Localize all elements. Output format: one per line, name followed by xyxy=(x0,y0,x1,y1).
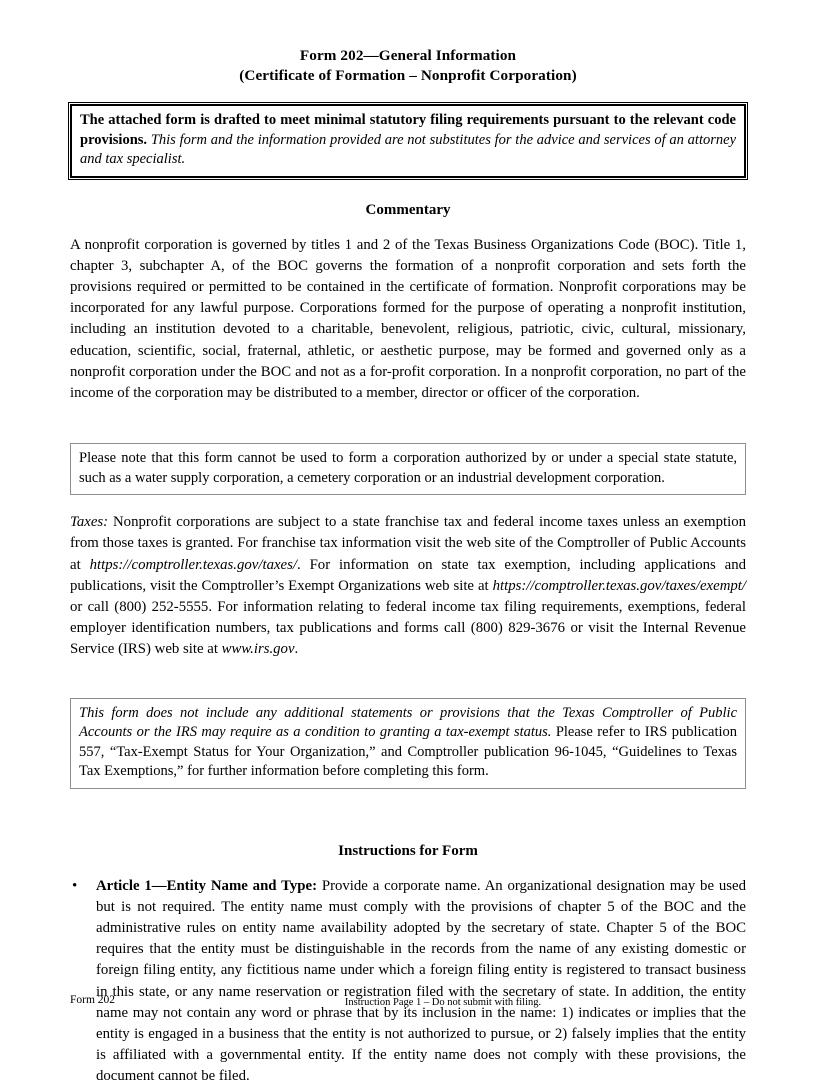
taxes-paragraph xyxy=(70,512,746,660)
instruction-item-label: Article 1—Entity Name and Type: xyxy=(96,877,317,894)
commentary-paragraph: A nonprofit corporation is governed by titles 1 and 2 of the Texas Business Organizations Code (BOC). Title 1, chapter 3, subchapter A, of the BOC governs the formation of a nonprofit corporation and sets forth the provisions required or permitted to be contained in the certificate of formation. Nonprofit corporations may be incorporated for any lawful purpose. Corporations formed for the purpose of operating a nonprofit institution, including an institution devoted to a charitable, benevolent, religious, patriotic, civic, cultural, missionary, education, scientific, social, fraternal, athletic, or aesthetic purpose, may be formed and governed only as a nonprofit corporation under the BOC and not as a for-profit corporation. In a nonprofit corporation, no part of the income of the corporation may be distributed to a member, director or officer of the corporation. xyxy=(70,236,746,401)
comptroller-exempt-url: https://comptroller.texas.gov/taxes/exempt/ xyxy=(492,577,746,594)
taxes-text-4: . xyxy=(294,641,299,658)
bullet-icon: • xyxy=(72,877,78,894)
footer-form-number: Form 202 xyxy=(70,994,116,1006)
callout-special-statute xyxy=(70,443,746,495)
page-footer xyxy=(70,994,746,1014)
taxes-text-2: . For information on state tax exemption, including applications and publications, visit the Comptroller’s Exempt Organizations web site at xyxy=(70,556,746,594)
instructions-heading: Instructions for Form xyxy=(338,842,478,859)
taxes-text-3: or call (800) 252-5555. For information relating to federal income tax filing requirements, exemptions, federal employer identification numbers, tax publications and forms call (800) 829-3676 or visit the Internal Revenue Service (IRS) web site at xyxy=(70,598,746,658)
callout-tax-exempt xyxy=(70,698,746,789)
spacer xyxy=(70,404,746,425)
comptroller-taxes-url: https://comptroller.texas.gov/taxes/ xyxy=(89,556,297,573)
spacer xyxy=(70,661,746,680)
callout-attached-form-italic: This form and the information provided are not substitutes for the advice and services of an attorney and tax specialist. xyxy=(80,131,737,167)
irs-url: www.irs.gov xyxy=(221,641,295,658)
instruction-item-text: Provide a corporate name. An organizational designation may be used but is not required. The entity name must comply with the provisions of chapter 5 of the BOC and the administrative rules on entity name availability adopted by the secretary of state. Chapter 5 of the BOC requires that the entity must be distinguishable in the records from the name of any existing domestic or foreign filing entity, any fictitious name under which a foreign filing entity is registered to transact business in this state, or any name reservation or registration filed with the secretary of state. In addition, the entity name may not contain any word or phrase that by its inclusion in the name: 1) indicates or implies that the entity is engaged in a business that the entity is not authorized to pursue, or 2) falsely implies that the entity is affiliated with a governmental entity. If the entity name does not comply with these provisions, the document cannot be filed. xyxy=(96,877,746,1085)
taxes-text-1: Nonprofit corporations are subject to a state franchise tax and federal income taxes unless an exemption from those taxes is granted. For franchise tax information visit the web site of the Comptroller of Public Accounts at xyxy=(70,514,746,573)
title-line-1: Form 202—General Information xyxy=(299,47,517,64)
document-page xyxy=(70,0,746,1085)
callout-tax-exempt-italic: This form does not include any additional statements or provisions that the Texas Comptroller of Public Accounts or the IRS may require as a condition to granting a tax-exempt status. xyxy=(79,704,737,741)
spacer xyxy=(70,495,746,512)
callout-tax-exempt-roman: Please refer to IRS publication 557, “Tax-Exempt Status for Your Organization,” and Comptroller publication 96-1045, “Guidelines to Texas Tax Exemptions,” for further information before completing this form. xyxy=(79,724,737,780)
callout-attached-form-bold: The attached form is drafted to meet minimal statutory filing requirements pursuant to the relevant code provisions. xyxy=(80,112,736,148)
page-title xyxy=(70,0,746,86)
callout-special-statute-text: Please note that this form cannot be used to form a corporation authorized by or under a special state statute, such as a water supply corporation, a cemetery corporation or an industrial development corporation. xyxy=(79,450,737,486)
callout-attached-form xyxy=(70,104,746,178)
commentary-heading: Commentary xyxy=(365,201,451,218)
title-line-2: (Certificate of Formation – Nonprofit Corporation) xyxy=(239,67,577,84)
footer-page-note: Instruction Page 1 – Do not submit with filing. xyxy=(344,997,542,1008)
taxes-label: Taxes: xyxy=(70,514,109,531)
spacer xyxy=(70,789,746,819)
